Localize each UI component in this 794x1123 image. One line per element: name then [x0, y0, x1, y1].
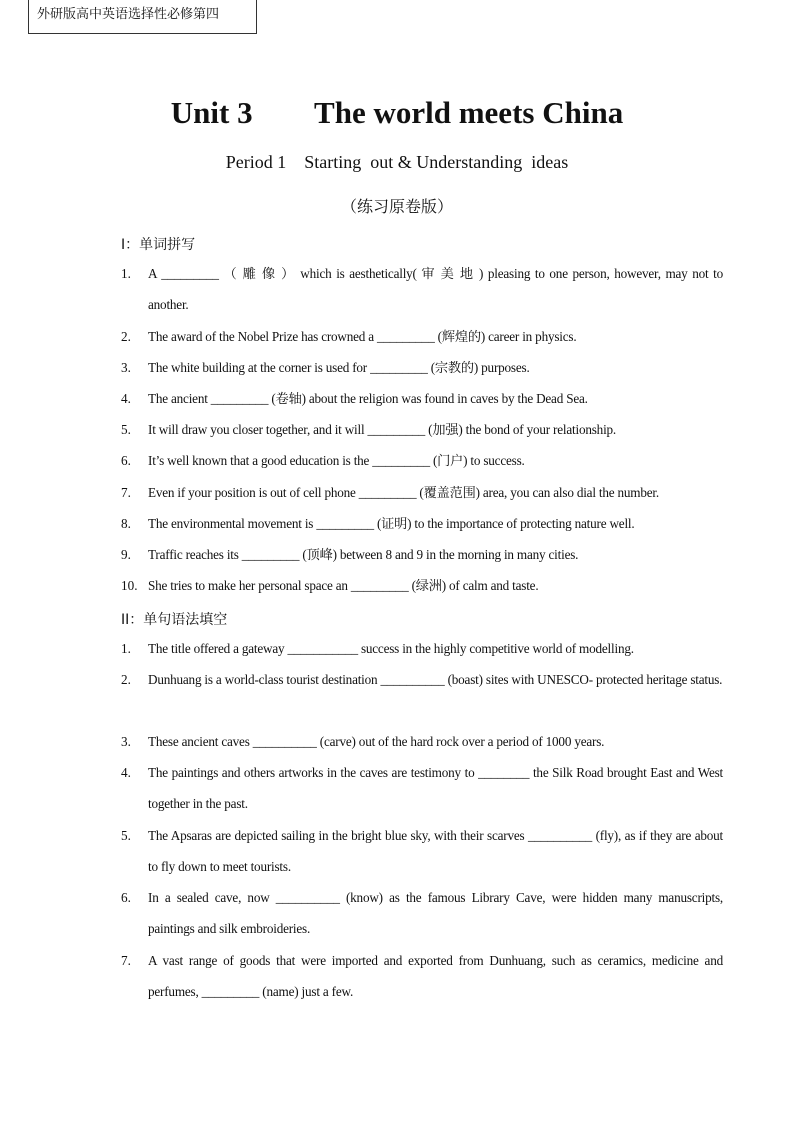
list-item — [121, 352, 723, 383]
item-number: 7. — [121, 485, 131, 500]
list-item — [121, 633, 723, 664]
list-item — [121, 445, 723, 476]
item-number: 6. — [121, 453, 131, 468]
list-item — [121, 539, 723, 570]
item-number: 3. — [121, 360, 131, 375]
list-item — [121, 726, 723, 757]
item-text: The paintings and others artworks in the caves are testimony to ________ the Silk Road brought East and West together in the past. — [148, 765, 723, 812]
item-text: The Apsaras are depicted sailing in the bright blue sky, with their scarves __________ (fly), as if they are about to fly down to meet tourists. — [148, 828, 723, 875]
item-text: These ancient caves __________ (carve) out of the hard rock over a period of 1000 years. — [148, 734, 605, 749]
item-number: 9. — [121, 547, 131, 562]
item-number: 2. — [121, 329, 131, 344]
list-item — [121, 570, 723, 601]
item-text: Even if your position is out of cell phone _________ (覆盖范围) area, you can also dial the number. — [148, 485, 659, 500]
item-text: It’s well known that a good education is the _________ (门户) to success. — [148, 453, 525, 468]
list-item — [121, 882, 723, 945]
item-number: 1. — [121, 266, 131, 281]
item-text: A _________ （ 雕 像 ） which is aesthetically( 审 美 地 ) pleasing to one person, however, may not to another. — [148, 266, 723, 313]
page-subtitle: Period 1 Starting out & Understanding ideas — [225, 152, 569, 172]
list-item — [121, 258, 723, 321]
item-number: 3. — [121, 734, 131, 749]
item-text: The award of the Nobel Prize has crowned a _________ (辉煌的) career in physics. — [148, 329, 577, 344]
item-text: She tries to make her personal space an _________ (绿洲) of calm and taste. — [148, 578, 539, 593]
item-text: The ancient _________ (卷轴) about the religion was found in caves by the Dead Sea. — [148, 391, 588, 406]
item-text: It will draw you closer together, and it will _________ (加强) the bond of your relationship. — [148, 422, 617, 437]
section-heading-spelling: I：单词拼写 — [121, 237, 196, 253]
list-item — [121, 321, 723, 352]
item-number: 6. — [121, 890, 131, 905]
item-text: The white building at the corner is used for _________ (宗教的) purposes. — [148, 360, 530, 375]
list-item — [121, 414, 723, 445]
list-item — [121, 508, 723, 539]
page-title: Unit 3 The world meets China — [170, 95, 624, 130]
list-item — [121, 757, 723, 820]
section-heading-grammar: II：单句语法填空 — [121, 612, 228, 628]
item-text: The environmental movement is _________ (证明) to the importance of protecting nature well. — [148, 516, 635, 531]
item-number: 7. — [121, 953, 131, 968]
item-text: In a sealed cave, now __________ (know) as the famous Library Cave, were hidden many manuscripts, paintings and silk embroideries. — [148, 890, 723, 937]
version-label: （练习原卷版） — [340, 197, 453, 216]
header-tag: 外研版高中英语选择性必修第四 — [28, 0, 257, 34]
item-number: 10. — [121, 578, 138, 593]
item-number: 5. — [121, 422, 131, 437]
list-item — [121, 820, 723, 883]
item-number: 2. — [121, 672, 131, 687]
item-text: Dunhuang is a world-class tourist destination __________ (boast) sites with UNESCO- protected heritage status. — [148, 672, 723, 687]
item-text: Traffic reaches its _________ (顶峰) between 8 and 9 in the morning in many cities. — [148, 547, 579, 562]
item-number: 1. — [121, 641, 131, 656]
item-number: 4. — [121, 765, 131, 780]
list-item — [121, 477, 723, 508]
item-text: A vast range of goods that were imported and exported from Dunhuang, such as ceramics, medicine and perfumes, _________ (name) just a few. — [148, 953, 723, 1000]
item-number: 5. — [121, 828, 131, 843]
list-item — [121, 383, 723, 414]
list-item — [121, 945, 723, 1008]
list-item — [121, 664, 723, 695]
item-text: The title offered a gateway ___________ success in the highly competitive world of modelling. — [148, 641, 634, 656]
item-number: 8. — [121, 516, 131, 531]
item-number: 4. — [121, 391, 131, 406]
